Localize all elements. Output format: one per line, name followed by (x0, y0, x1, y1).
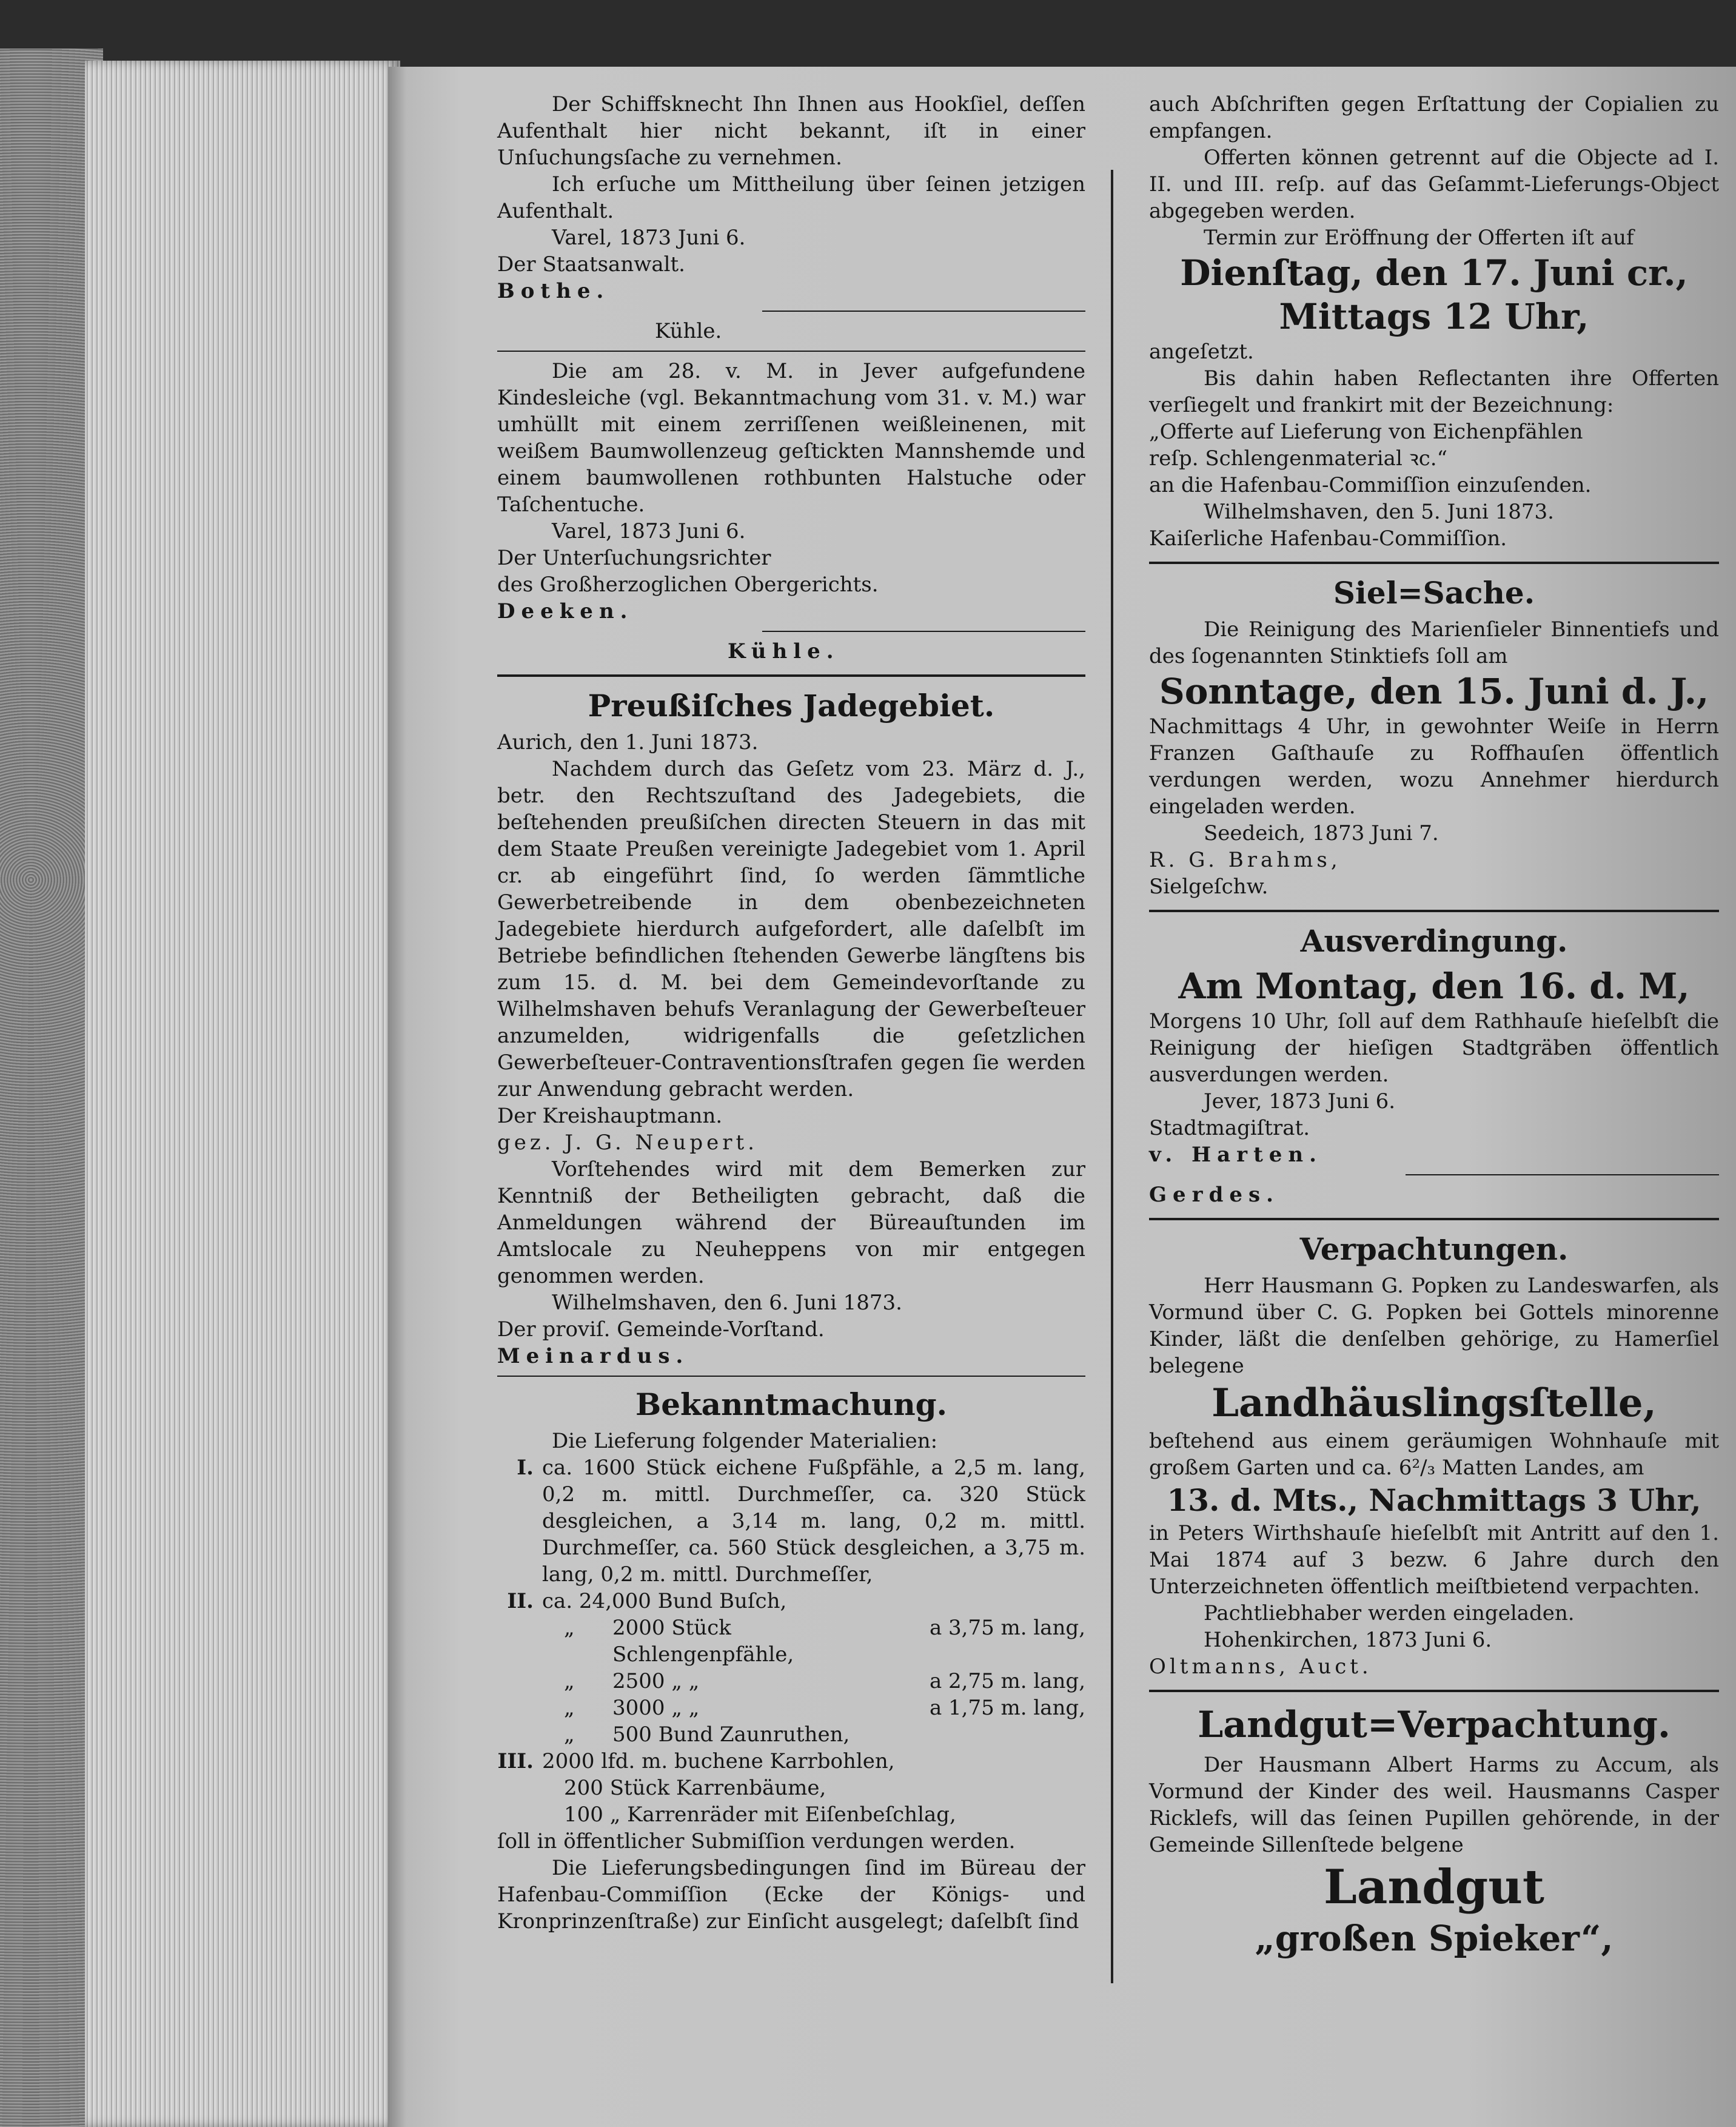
notice-place-date: Varel, 1873 Juni 6. (552, 519, 746, 543)
notice-heading: Ausverdingung. (1300, 923, 1568, 959)
list-number: III. (497, 1749, 534, 1773)
notice-signature: gez. J. G. Neupert. (497, 1131, 758, 1155)
notice-heading: Siel=Sache. (1333, 575, 1535, 611)
page-stack-edges (85, 61, 400, 2127)
right-column (1149, 91, 1719, 1960)
list-text: 2000 Stück Schlengenpfähle, (612, 1616, 794, 1667)
divider (497, 674, 1085, 677)
divider (497, 351, 1085, 352)
notice-heading: Preußiſches Jadegebiet. (588, 688, 995, 724)
list-text: 2500 „ „ (612, 1669, 700, 1693)
notice-text: Die am 28. v. M. in Jever aufgefundene Kindesleiche (vgl. Bekanntmachung vom 31. v. M.) war umhüllt mit einem zerriſſenen weißleinenen, mit weißem Baumwollenzeug geſtickten Mannshemde und einem baumwollenen rothbunten Halstuche oder Taſchentuche. (497, 359, 1085, 517)
notice-text: Nachdem durch das Geſetz vom 23. März d. J., betr. den Rechtszuſtand des Jadegebiets, die beſtehenden preußiſchen directen Steuern in das mit dem Staate Preußen vereinigte Jadegebiet vom 1. April cr. ab eingeführt ſind, ſo werden ſämmtliche Gewerbetreibende in dem obenbezeichneten Jadegebiete hierdurch aufgefordert, alle daſelbſt im Betriebe befindlichen ſtehenden Gewerbe längſtens bis zum 15. d. M. bei dem Gemeindevorſtande zu Wilhelmshaven behufs Veranlagung der Gewerbeſteuer anzumelden, widrigenfalls die geſetzlichen Gewerbeſteuer-Contraventionsſtrafen gegen ſie werden zur Anwendung gebracht werden. (497, 757, 1085, 1101)
divider (762, 631, 1086, 632)
notice-place-date: Seedeich, 1873 Juni 7. (1204, 821, 1439, 845)
list-number: II. (507, 1589, 534, 1613)
notice-jadegebiet (497, 687, 1085, 1369)
notice-text: Die Lieferungsbedingungen ſind im Büreau der Hafenbau-Commiſſion (Ecke der Königs- und Kronprinzenſtraße) zur Einſicht ausgelegt; daſelbſt ſind (497, 1856, 1085, 1934)
notice-dateline: Aurich, den 1. Juni 1873. (497, 730, 759, 754)
notice-office: Kaiſerliche Hafenbau-Commiſſion. (1149, 526, 1507, 551)
notice-office: des Großherzoglichen Obergerichts. (497, 573, 879, 597)
notice-heading: Landgut=Verpachtung. (1198, 1704, 1671, 1746)
notice-big-title: Landgut (1324, 1860, 1544, 1915)
notice-text: Vorſtehendes wird mit dem Bemerken zur Kenntniß der Betheiligten gebracht, daß die Anmeldungen während der Büreauſtunden im Amtslocale zu Neuheppens von mir entgegen genommen werden. (497, 1157, 1085, 1288)
list-item (497, 1588, 1085, 1615)
notice-signature-title: Sielgeſchw. (1149, 875, 1268, 899)
notice-text: beſtehend aus einem geräumigen Wohnhauſe mit großem Garten und ca. 6²/₃ Matten Landes, am (1149, 1429, 1719, 1480)
notice-text: Morgens 10 Uhr, ſoll auf dem Rathhauſe hieſelbſt die Reinigung der hieſigen Stadtgräben öffentlich ausverdungen werden. (1149, 1009, 1719, 1087)
notice-signature: Bothe. (497, 279, 610, 303)
notice-text: Termin zur Eröffnung der Offerten iſt auf (1204, 226, 1634, 250)
notice-office: Der Kreishauptmann. (497, 1104, 723, 1128)
list-subitem (497, 1615, 1085, 1668)
divider (497, 1376, 1085, 1377)
list-number: I. (517, 1456, 534, 1480)
list-subitem (497, 1695, 1085, 1721)
column-divider (1111, 170, 1113, 1983)
notice-signature: Oltmanns, Auct. (1149, 1655, 1372, 1679)
notice-quote: „Offerte auf Lieferung von Eichenpfählen (1149, 420, 1583, 444)
notice-text: Herr Hausmann G. Popken zu Landeswarfen, als Vormund über C. G. Popken bei Gottels minorenne Kinder, läßt die denſelben gehörige, zu Hamerſiel belegene (1149, 1274, 1719, 1378)
notice-quote: reſp. Schlengenmaterial ꝛc.“ (1149, 446, 1447, 471)
notice-continuation (1149, 91, 1719, 552)
notice-landgut-verpachtung (1149, 1702, 1719, 1960)
divider (1149, 1690, 1719, 1692)
notice-heading: Bekanntmachung. (635, 1386, 948, 1422)
notice-signature: R. G. Brahms, (1149, 848, 1341, 872)
notice-date-headline: Mittags 12 Uhr, (1279, 296, 1589, 337)
notice-signature: Deeken. (497, 599, 634, 623)
notice-date-headline: Am Montag, den 16. d. M, (1178, 966, 1690, 1007)
notice-office: Stadtmagiſtrat. (1149, 1116, 1310, 1140)
notice-bekanntmachung (497, 1385, 1085, 1935)
notice-heading: Verpachtungen. (1299, 1231, 1569, 1267)
list-text: ca. 1600 Stück eichene Fußpfähle, a 2,5 m. lang, 0,2 m. mittl. Durchmeſſer, ca. 320 Stück desgleichen, a 3,14 m. lang, 0,2 m. mittl. Durchmeſſer, ca. 560 Stück desgleichen, a 3,75 m. lang, 0,2 m. mittl. Durchmeſſer, (542, 1456, 1085, 1587)
notice-place-date: Jever, 1873 Juni 6. (1204, 1089, 1396, 1114)
divider (1149, 1218, 1719, 1220)
notice-schiffsknecht (497, 91, 1085, 344)
notice-place-date: Wilhelmshaven, den 5. Juni 1873. (1204, 500, 1554, 524)
notice-clerk: Kühle. (728, 639, 840, 664)
notice-text: Die Lieferung folgender Materialien: (552, 1429, 938, 1453)
notice-text: Der Hausmann Albert Harms zu Accum, als Vormund der Kinder des weil. Hausmanns Casper Ricklefs, will das ſeinen Pupillen gehörende, in der Gemeinde Sillenſtede belgene (1149, 1753, 1719, 1857)
divider (1406, 1174, 1719, 1175)
notice-signature: Meinardus. (497, 1344, 689, 1368)
notice-text: auch Abſchriften gegen Erſtattung der Copialien zu empfangen. (1149, 92, 1719, 143)
list-text: a 1,75 m. lang, (929, 1696, 1085, 1720)
notice-text: an die Hafenbau-Commiſſion einzuſenden. (1149, 473, 1592, 497)
notice-place-date: Hohenkirchen, 1873 Juni 6. (1204, 1628, 1492, 1652)
ditto-mark: „ (564, 1722, 575, 1747)
notice-date-headline: Sonntage, den 15. Juni d. J., (1159, 671, 1709, 712)
notice-clerk: Kühle. (655, 319, 722, 343)
list-text: 3000 „ „ (612, 1696, 700, 1720)
list-text: ca. 24,000 Bund Buſch, (542, 1589, 787, 1613)
notice-text: Die Reinigung des Marienſieler Binnentiefs und des ſogenannten Stinktiefs ſoll am (1149, 617, 1719, 668)
notice-office: Der proviſ. Gemeinde-Vorſtand. (497, 1317, 825, 1342)
notice-text: Bis dahin haben Reflectanten ihre Offerten verſiegelt und frankirt mit der Bezeichnung: (1149, 366, 1719, 417)
notice-text: Der Schiffsknecht Ihn Ihnen aus Hookſiel, deſſen Aufenthalt hier nicht bekannt, iſt in einer Unſuchungsſache zu vernehmen. (497, 92, 1085, 170)
notice-text: Pachtliebhaber werden eingeladen. (1204, 1601, 1575, 1625)
notice-kindesleiche (497, 358, 1085, 665)
notice-date-headline: Dienſtag, den 17. Juni cr., (1180, 252, 1688, 294)
list-text: 2000 lfd. m. buchene Karrbohlen, (542, 1749, 895, 1773)
list-subitem (497, 1668, 1085, 1695)
notice-big-title: „großen Spieker“, (1255, 1918, 1614, 1959)
notice-office: Der Staatsanwalt. (497, 252, 685, 277)
notice-office: Der Unterſuchungsrichter (497, 546, 771, 570)
divider (762, 311, 1086, 312)
notice-place-date: Varel, 1873 Juni 6. (552, 226, 746, 250)
list-item (497, 1454, 1085, 1588)
list-text: 200 Stück Karrenbäume, (564, 1776, 826, 1800)
list-text: a 2,75 m. lang, (929, 1669, 1085, 1693)
list-item (497, 1748, 1085, 1775)
list-subitem (497, 1721, 1085, 1748)
divider (1149, 562, 1719, 564)
notice-big-title: Landhäuslingsſtelle, (1212, 1380, 1657, 1426)
notice-siel-sache (1149, 574, 1719, 900)
list-text: a 3,75 m. lang, (929, 1616, 1085, 1640)
notice-ausverdingung (1149, 922, 1719, 1208)
left-column (497, 91, 1085, 1935)
notice-verpachtungen (1149, 1230, 1719, 1680)
notice-text: Ich erſuche um Mittheilung über ſeinen jetzigen Aufenthalt. (497, 172, 1085, 223)
notice-text: in Peters Wirthshauſe hieſelbſt mit Antritt auf den 1. Mai 1874 auf 3 bezw. 6 Jahre durch den Unterzeichneten öffentlich meiſtbietend verpachten. (1149, 1521, 1719, 1599)
notice-text: angeſetzt. (1149, 340, 1254, 364)
divider (1149, 910, 1719, 912)
ditto-mark: „ (564, 1616, 575, 1640)
notice-text: Nachmittags 4 Uhr, in gewohnter Weiſe in Herrn Franzen Gaſthauſe zu Roffhauſen öffentlich verdungen werden, wozu Annehmer hierdurch eingeladen werden. (1149, 714, 1719, 819)
notice-text: ſoll in öffentlicher Submiſſion verdungen werden. (497, 1829, 1016, 1853)
notice-text: Offerten können getrennt auf die Objecte ad I. II. und III. reſp. auf das Geſammt-Lieferungs-Object abgegeben werden. (1149, 146, 1719, 223)
ditto-mark: „ (564, 1696, 575, 1720)
list-text: 500 Bund Zaunruthen, (612, 1722, 850, 1747)
notice-date-headline: 13. d. Mts., Nachmittags 3 Uhr, (1167, 1482, 1701, 1518)
list-text: 100 „ Karrenräder mit Eiſenbeſchlag, (564, 1803, 956, 1827)
notice-place-date: Wilhelmshaven, den 6. Juni 1873. (552, 1291, 902, 1315)
ditto-mark: „ (564, 1669, 575, 1693)
notice-signature: v. Harten. (1149, 1143, 1322, 1167)
notice-clerk: Gerdes. (1149, 1183, 1279, 1207)
